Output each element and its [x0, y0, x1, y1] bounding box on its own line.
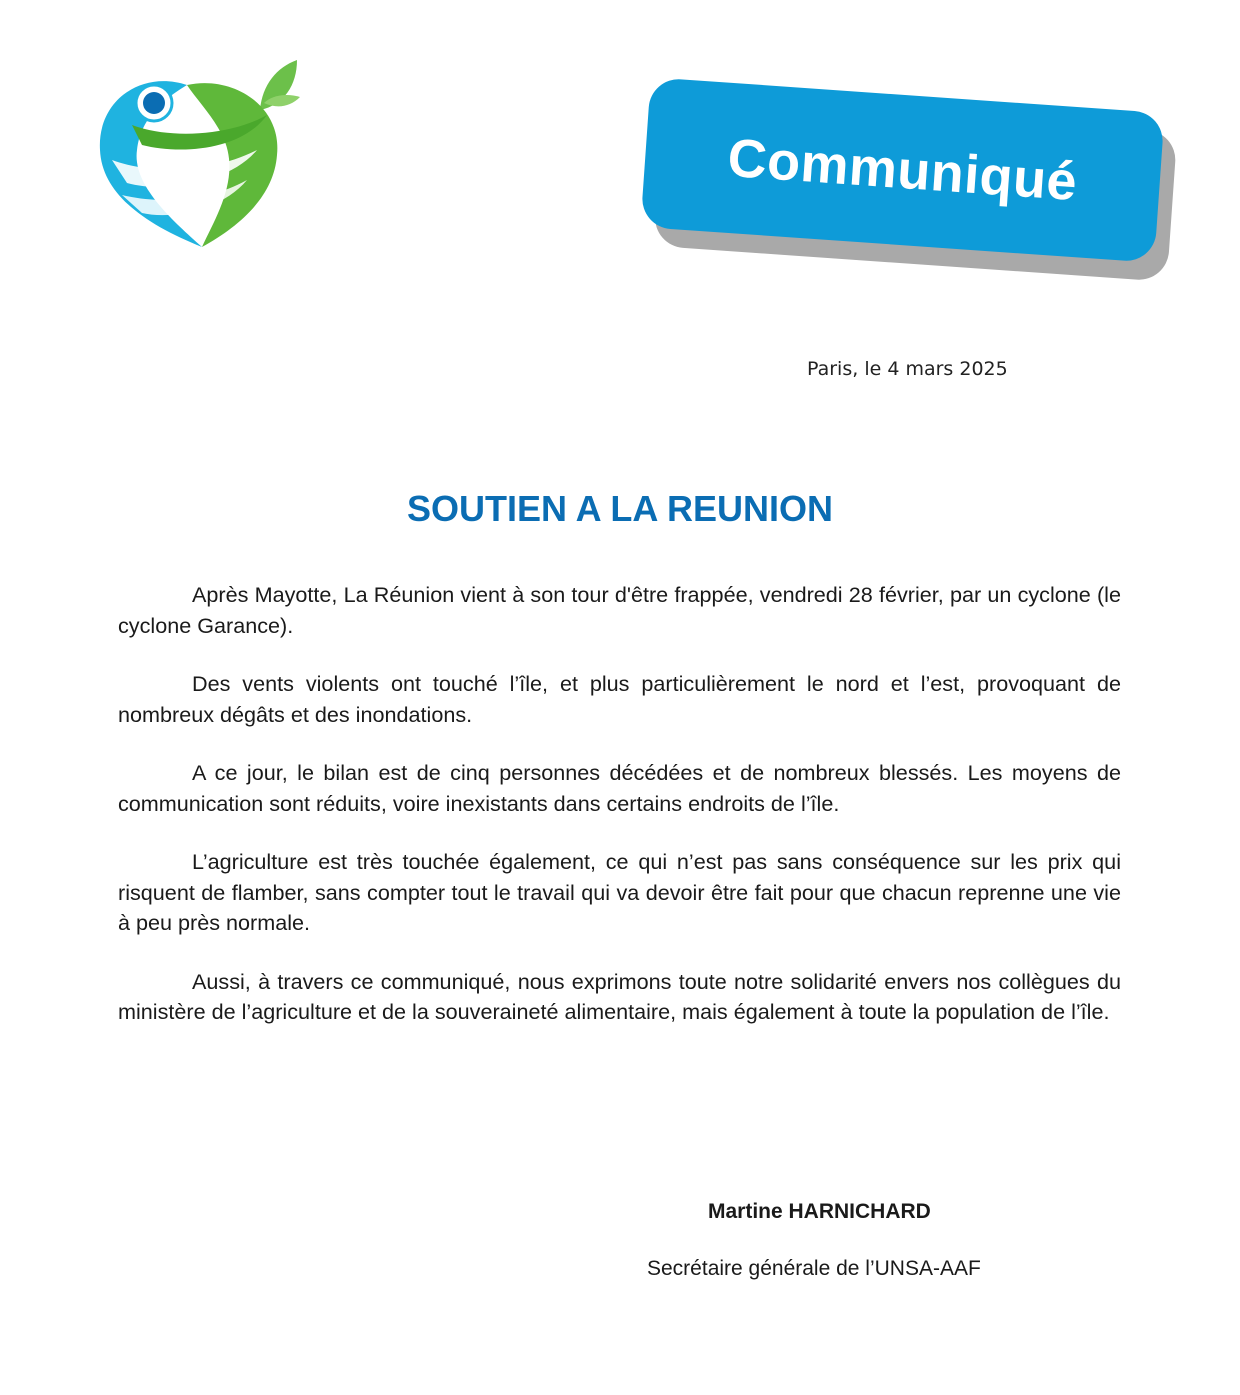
paragraph-4: L’agriculture est très touchée également, ce qui n’est pas sans conséquence sur les prix qui risquent de flamber, sans compter tout le travail qui va devoir être fait pour que chacun reprenne une vie à peu près normale.	[118, 849, 1121, 935]
unsa-heart-logo-icon	[92, 55, 307, 255]
signatory-role: Secrétaire générale de l’UNSA-AAF	[647, 1257, 981, 1280]
date-line: Paris, le 4 mars 2025	[807, 358, 1008, 380]
paragraph-1: Après Mayotte, La Réunion vient à son tour d'être frappée, vendredi 28 février, par un cyclone (le cyclone Garance).	[118, 582, 1121, 638]
page-title: SOUTIEN A LA REUNION	[406, 488, 833, 529]
communique-badge	[640, 77, 1164, 263]
paragraph-2: Des vents violents ont touché l’île, et plus particulièrement le nord et l’est, provoquant de nombreux dégâts et des inondations.	[118, 671, 1121, 727]
signatory-name: Martine HARNICHARD	[708, 1200, 931, 1223]
paragraph-5: Aussi, à travers ce communiqué, nous exprimons toute notre solidarité envers nos collègues du ministère de l’agriculture et de la souveraineté alimentaire, mais également à toute la population de l’île.	[118, 968, 1121, 1024]
paragraph-3: A ce jour, le bilan est de cinq personnes décédées et de nombreux blessés. Les moyens de communication sont réduits, voire inexistants dans certains endroits de l’île.	[118, 760, 1121, 816]
document-body	[118, 580, 1121, 1056]
communique-badge-label: Communiqué	[725, 127, 1080, 213]
